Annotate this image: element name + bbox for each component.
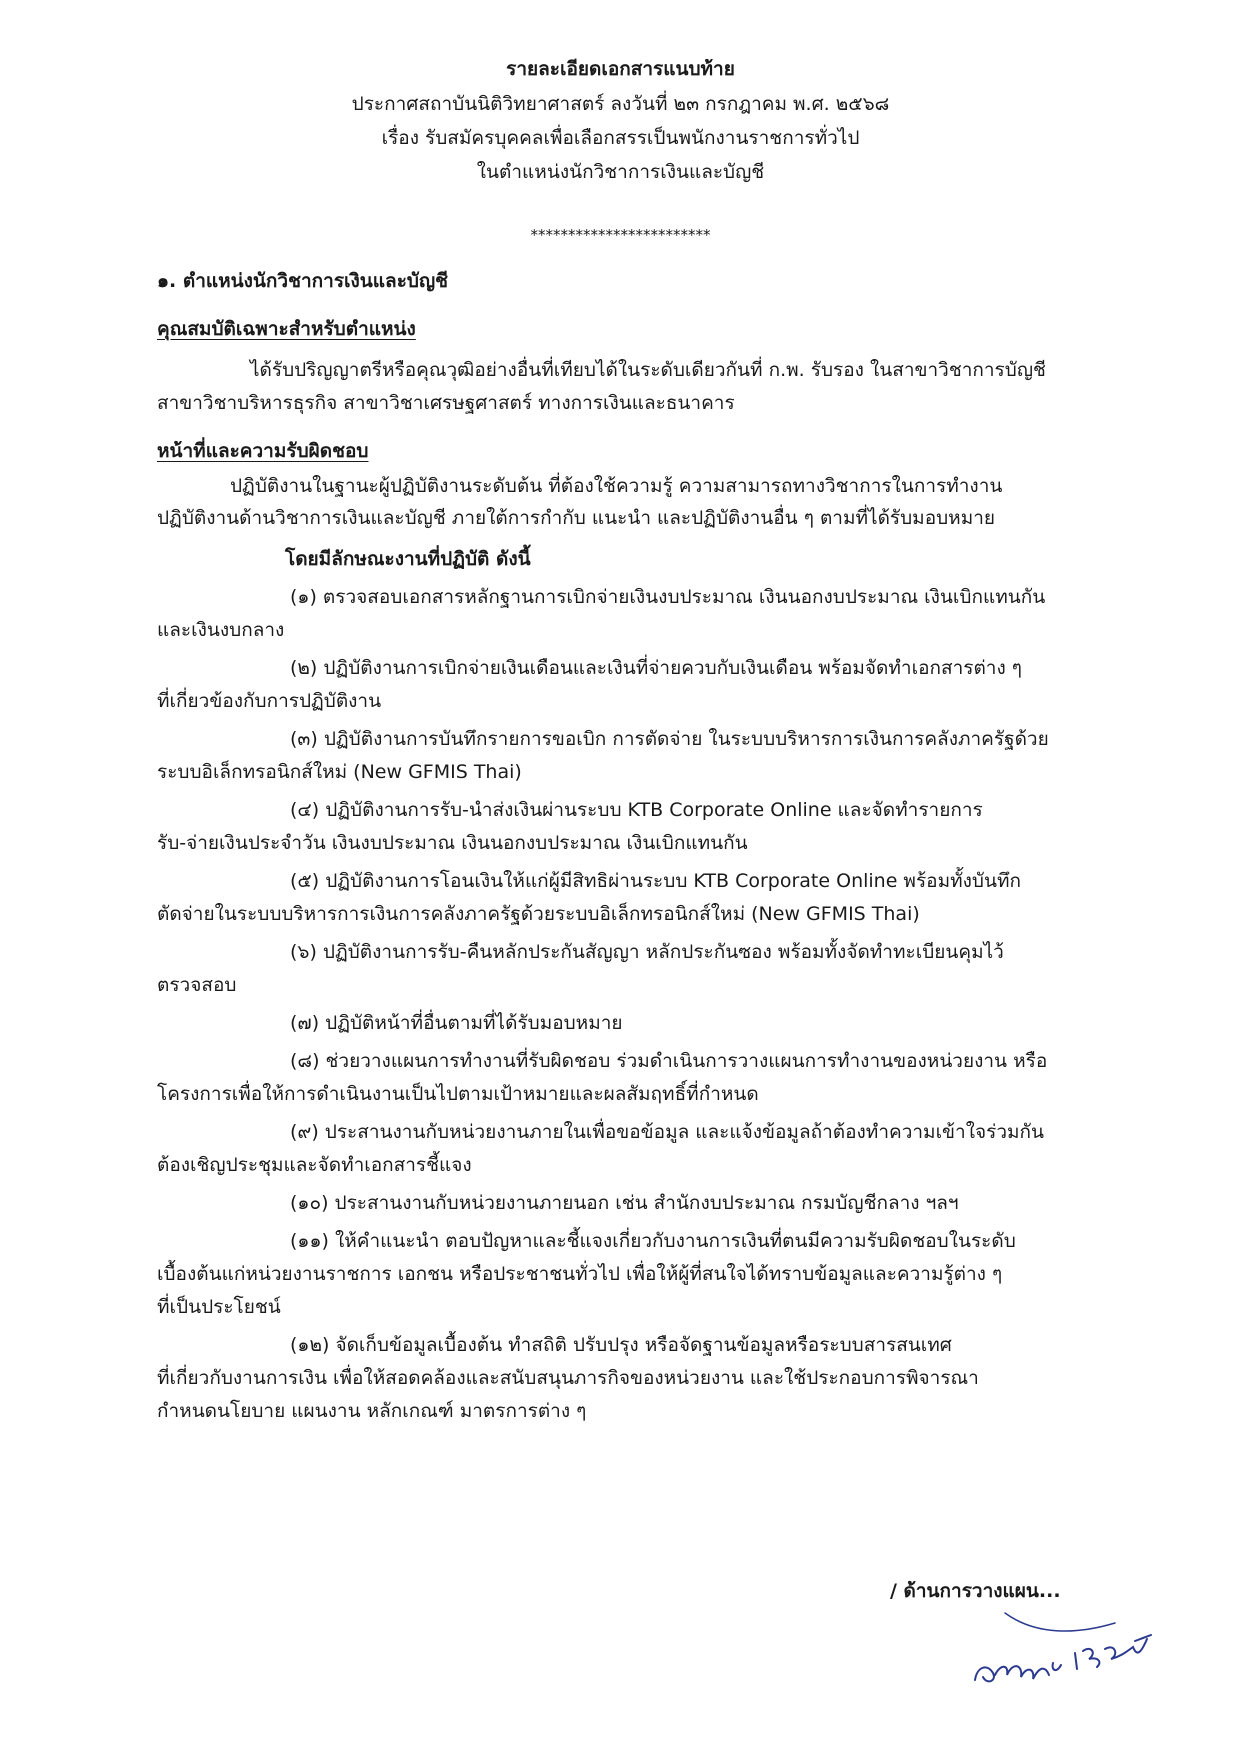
list-item: (๗) ปฏิบัติหน้าที่อื่นตามที่ได้รับมอบหมาย (290, 1012, 623, 1034)
list-item: (๑๑) ให้คำแนะนำ ตอบปัญหาและชี้แจงเกี่ยวกับงานการเงินที่ตนมีความรับผิดชอบในระดับ (290, 1230, 1016, 1252)
list-item: (๘) ช่วยวางแผนการทำงานที่รับผิดชอบ ร่วมดำเนินการวางแผนการทำงานของหน่วยงาน หรือ (290, 1050, 1048, 1072)
list-item-continued: ต้องเชิญประชุมและจัดทำเอกสารชี้แจง (157, 1154, 472, 1176)
continuation-note: / ด้านการวางแผน... (890, 1580, 1061, 1602)
document-title: รายละเอียดเอกสารแนบท้าย (506, 58, 735, 80)
qualification-text: ได้รับปริญญาตรีหรือคุณวุฒิอย่างอื่นที่เทียบได้ในระดับเดียวกันที่ ก.พ. รับรอง ในสาขาวิชาการบัญชี (250, 359, 1046, 381)
list-item-continued: ระบบอิเล็กทรอนิกส์ใหม่ (New GFMIS Thai) (157, 761, 522, 783)
position-line: ในตำแหน่งนักวิชาการเงินและบัญชี (476, 161, 765, 183)
list-item-continued: ที่เป็นประโยชน์ (157, 1296, 281, 1318)
qualification-heading: คุณสมบัติเฉพาะสำหรับตำแหน่ง (157, 318, 416, 340)
list-item: (๑) ตรวจสอบเอกสารหลักฐานการเบิกจ่ายเงินงบประมาณ เงินนอกงบประมาณ เงินเบิกแทนกัน (290, 586, 1046, 608)
handwritten-signature (965, 1605, 1165, 1695)
list-item: (๓) ปฏิบัติงานการบันทึกรายการขอเบิก การตัดจ่าย ในระบบบริหารการเงินการคลังภาครัฐด้วย (290, 728, 1049, 750)
duty-heading: หน้าที่และความรับผิดชอบ (157, 440, 369, 462)
list-item: (๒) ปฏิบัติงานการเบิกจ่ายเงินเดือนและเงินที่จ่ายควบกับเงินเดือน พร้อมจัดทำเอกสารต่าง ๆ (290, 657, 1022, 679)
list-item: (๑๐) ประสานงานกับหน่วยงานภายนอก เช่น สำนักงบประมาณ กรมบัญชีกลาง ฯลฯ (290, 1192, 959, 1214)
list-item: (๙) ประสานงานกับหน่วยงานภายในเพื่อขอข้อมูล และแจ้งข้อมูลถ้าต้องทำความเข้าใจร่วมกัน (290, 1121, 1045, 1143)
list-item: (๑๒) จัดเก็บข้อมูลเบื้องต้น ทำสถิติ ปรับปรุง หรือจัดฐานข้อมูลหรือระบบสารสนเทศ (290, 1334, 952, 1356)
announcement-line: ประกาศสถาบันนิติวิทยาศาสตร์ ลงวันที่ ๒๓ กรกฎาคม พ.ศ. ๒๕๖๘ (351, 93, 890, 115)
duty-text: ปฏิบัติงานในฐานะผู้ปฏิบัติงานระดับต้น ที่ต้องใช้ความรู้ ความสามารถทางวิชาการในการทำงาน (230, 475, 1003, 497)
list-item-continued: ตัดจ่ายในระบบบริหารการเงินการคลังภาครัฐด้วยระบบอิเล็กทรอนิกส์ใหม่ (New GFMIS Thai) (157, 903, 920, 925)
work-nature-heading: โดยมีลักษณะงานที่ปฏิบัติ ดังนี้ (285, 548, 531, 570)
list-item-continued: ตรวจสอบ (157, 974, 237, 996)
qualification-text: สาขาวิชาบริหารธุรกิจ สาขาวิชาเศรษฐศาสตร์ ทางการเงินและธนาคาร (157, 392, 735, 414)
list-item-continued: ที่เกี่ยวข้องกับการปฏิบัติงาน (157, 690, 382, 712)
list-item-continued: เบื้องต้นแก่หน่วยงานราชการ เอกชน หรือประชาชนทั่วไป เพื่อให้ผู้ที่สนใจได้ทราบข้อมูลและความรู้ต่าง ๆ (157, 1263, 1003, 1285)
section-heading: ๑. ตำแหน่งนักวิชาการเงินและบัญชี (157, 270, 449, 292)
list-item: (๕) ปฏิบัติงานการโอนเงินให้แก่ผู้มีสิทธิผ่านระบบ KTB Corporate Online พร้อมทั้งบันทึก (290, 870, 1021, 892)
list-item-continued: โครงการเพื่อให้การดำเนินงานเป็นไปตามเป้าหมายและผลสัมฤทธิ์ที่กำหนด (157, 1083, 759, 1105)
list-item-continued: ที่เกี่ยวกับงานการเงิน เพื่อให้สอดคล้องและสนับสนุนภารกิจของหน่วยงาน และใช้ประกอบการพิจารณา (157, 1367, 979, 1389)
list-item-continued: กำหนดนโยบาย แผนงาน หลักเกณฑ์ มาตรการต่าง ๆ (157, 1400, 587, 1422)
list-item-continued: รับ-จ่ายเงินประจำวัน เงินงบประมาณ เงินนอกงบประมาณ เงินเบิกแทนกัน (157, 832, 748, 854)
list-item-continued: และเงินงบกลาง (157, 619, 285, 641)
separator-stars: ************************ (530, 226, 711, 244)
list-item: (๖) ปฏิบัติงานการรับ-คืนหลักประกันสัญญา หลักประกันซอง พร้อมทั้งจัดทำทะเบียนคุมไว้ (290, 941, 1004, 963)
list-item: (๔) ปฏิบัติงานการรับ-นำส่งเงินผ่านระบบ KTB Corporate Online และจัดทำรายการ (290, 799, 983, 821)
subject-line: เรื่อง รับสมัครบุคคลเพื่อเลือกสรรเป็นพนักงานราชการทั่วไป (381, 127, 860, 149)
duty-text: ปฏิบัติงานด้านวิชาการเงินและบัญชี ภายใต้การกำกับ แนะนำ และปฏิบัติงานอื่น ๆ ตามที่ได้รับมอบหมาย (157, 507, 996, 529)
